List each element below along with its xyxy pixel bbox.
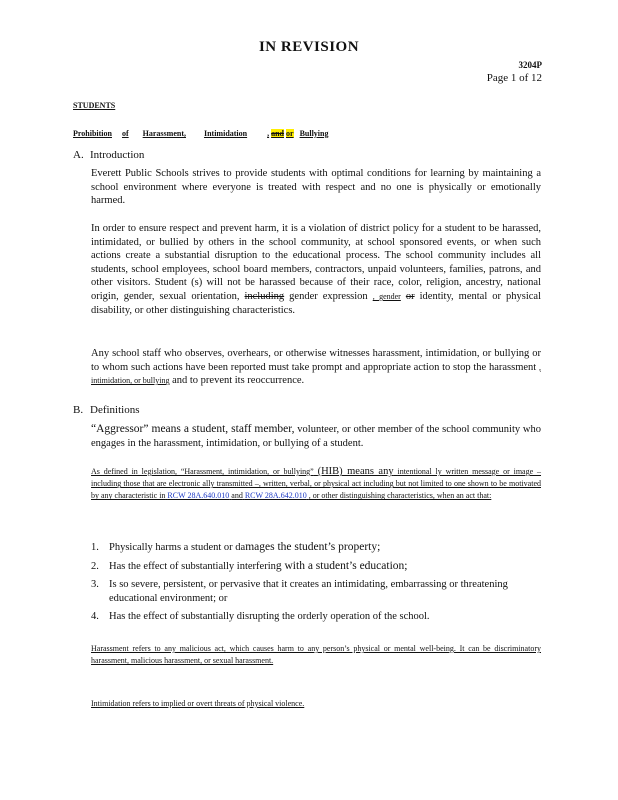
list-item-text-b: mages the student’s property; (245, 541, 381, 553)
intro-p2-gender-inserted: , gender (372, 291, 401, 301)
list-item-text-a: Physically harms a student or da (109, 542, 246, 553)
section-students: STUDENTS (73, 101, 116, 110)
intro-paragraph-1: Everett Public Schools strives to provide students with optimal conditions for learning by maintaining a school environment where everyone is treated with respect and no one is physically or emotionally harmed. (91, 168, 541, 207)
harassment-definition: Harassment refers to any malicious act, which causes harm to any person’s physical or mental well-being. It can be discriminatory harassment, malicious harassment, or sexual harassment. (91, 644, 541, 666)
hib-and: and (231, 491, 243, 501)
hib-criteria-list (91, 541, 541, 629)
list-item-number: 2. (91, 560, 99, 572)
list-item-text (109, 541, 380, 555)
policy-title-word: Prohibition (73, 129, 112, 138)
list-item-text (109, 560, 407, 574)
definitions-letter: B. (73, 404, 84, 416)
definitions-heading (73, 404, 140, 416)
hib-text-end: , or other distinguishing characteristics, when an act that: (308, 491, 492, 501)
aggressor-term: “Aggressor” means a student, staff member, (91, 423, 295, 435)
intro-p3-inserted: , intimidation, or bullying (91, 362, 541, 386)
policy-title-word: , (267, 129, 270, 138)
intro-p2-including-struck: including (244, 290, 285, 302)
policy-code: 3204P (518, 60, 542, 70)
aggressor-text: volunteer, or other member of the school community who engages in the harassment, intimidation, or bullying of a student. (91, 424, 541, 449)
intro-p2-or-struck: or (405, 290, 415, 302)
definitions-heading-text: Definitions (90, 404, 140, 416)
list-item-number: 4. (91, 611, 99, 623)
intro-p2-text: gender expression (289, 290, 368, 302)
policy-title-and-struck: and (271, 129, 285, 138)
policy-title (73, 129, 338, 138)
page-number: Page 1 of 12 (486, 72, 542, 84)
rcw-link-1[interactable]: RCW 28A.640.010 (167, 491, 230, 501)
list-item (91, 541, 541, 555)
hib-text: intentional ly written message or image – including those that are electronic ally transmitted –, written, verbal, or physical act including but not limited to one shown to be motivated by any characteristic in (91, 467, 542, 501)
policy-title-bullying: Bullying (299, 129, 329, 138)
list-item-text-a: Has the effect of substantially interferin (109, 560, 276, 572)
intro-letter: A. (73, 149, 84, 161)
list-item-text-b: g with a student’s education; (275, 559, 408, 572)
policy-title-or: or (286, 129, 294, 138)
list-item (91, 610, 541, 624)
policy-title-word: Harassment, (142, 129, 186, 138)
hib-abbr: (HIB) means any (317, 466, 394, 477)
intro-p2-text: In order to ensure respect and prevent harm, it is a violation of district policy for a student to be harassed, intimidated, or bullied by others in the school community, at school sponsored events, or when such actions create a substantial disruption to the educational process. The school community includes all students, school employees, school board members, contractors, unpaid volunteers, families, patrons, and other visitors. Student (s) will not be harassed because of their race, color, religion, ancestry, national origin, gender, sexual orientation, (91, 223, 541, 302)
intro-p3-text: and to prevent its reoccurrence. (172, 375, 305, 387)
intro-p2-text: identity, mental or physical disability, or other distinguishing characteristics. (91, 290, 542, 316)
list-item-number: 1. (91, 542, 99, 553)
intro-heading (73, 149, 144, 161)
list-item-number: 3. (91, 579, 99, 591)
page-title: IN REVISION (258, 39, 360, 55)
intro-paragraph-2 (91, 222, 541, 317)
policy-title-word: of (121, 129, 129, 138)
list-item-text: Is so severe, persistent, or pervasive that it creates an intimidating, embarrassing or threatening educational environment; or (109, 579, 508, 604)
list-item-text: Has the effect of substantially disrupting the orderly operation of the school. (109, 611, 430, 623)
hib-lead: As defined in legislation, “Harassment, intimidation, or bullying” (91, 467, 314, 476)
policy-title-word: Intimidation (203, 129, 248, 138)
intimidation-definition: Intimidation refers to implied or overt threats of physical violence. (91, 699, 305, 708)
rcw-link-2[interactable]: RCW 28A.642.010 (244, 491, 307, 501)
intro-paragraph-3 (91, 347, 541, 388)
intro-p3-text: Any school staff who observes, overhears, or otherwise witnesses harassment, intimidation, or bullying or to whom such actions have been reported must take prompt and appropriate action to stop the harassment (91, 348, 541, 373)
hib-definition (91, 466, 541, 503)
aggressor-definition (91, 423, 541, 450)
list-item (91, 578, 541, 605)
intro-heading-text: Introduction (90, 149, 145, 161)
list-item (91, 560, 541, 574)
